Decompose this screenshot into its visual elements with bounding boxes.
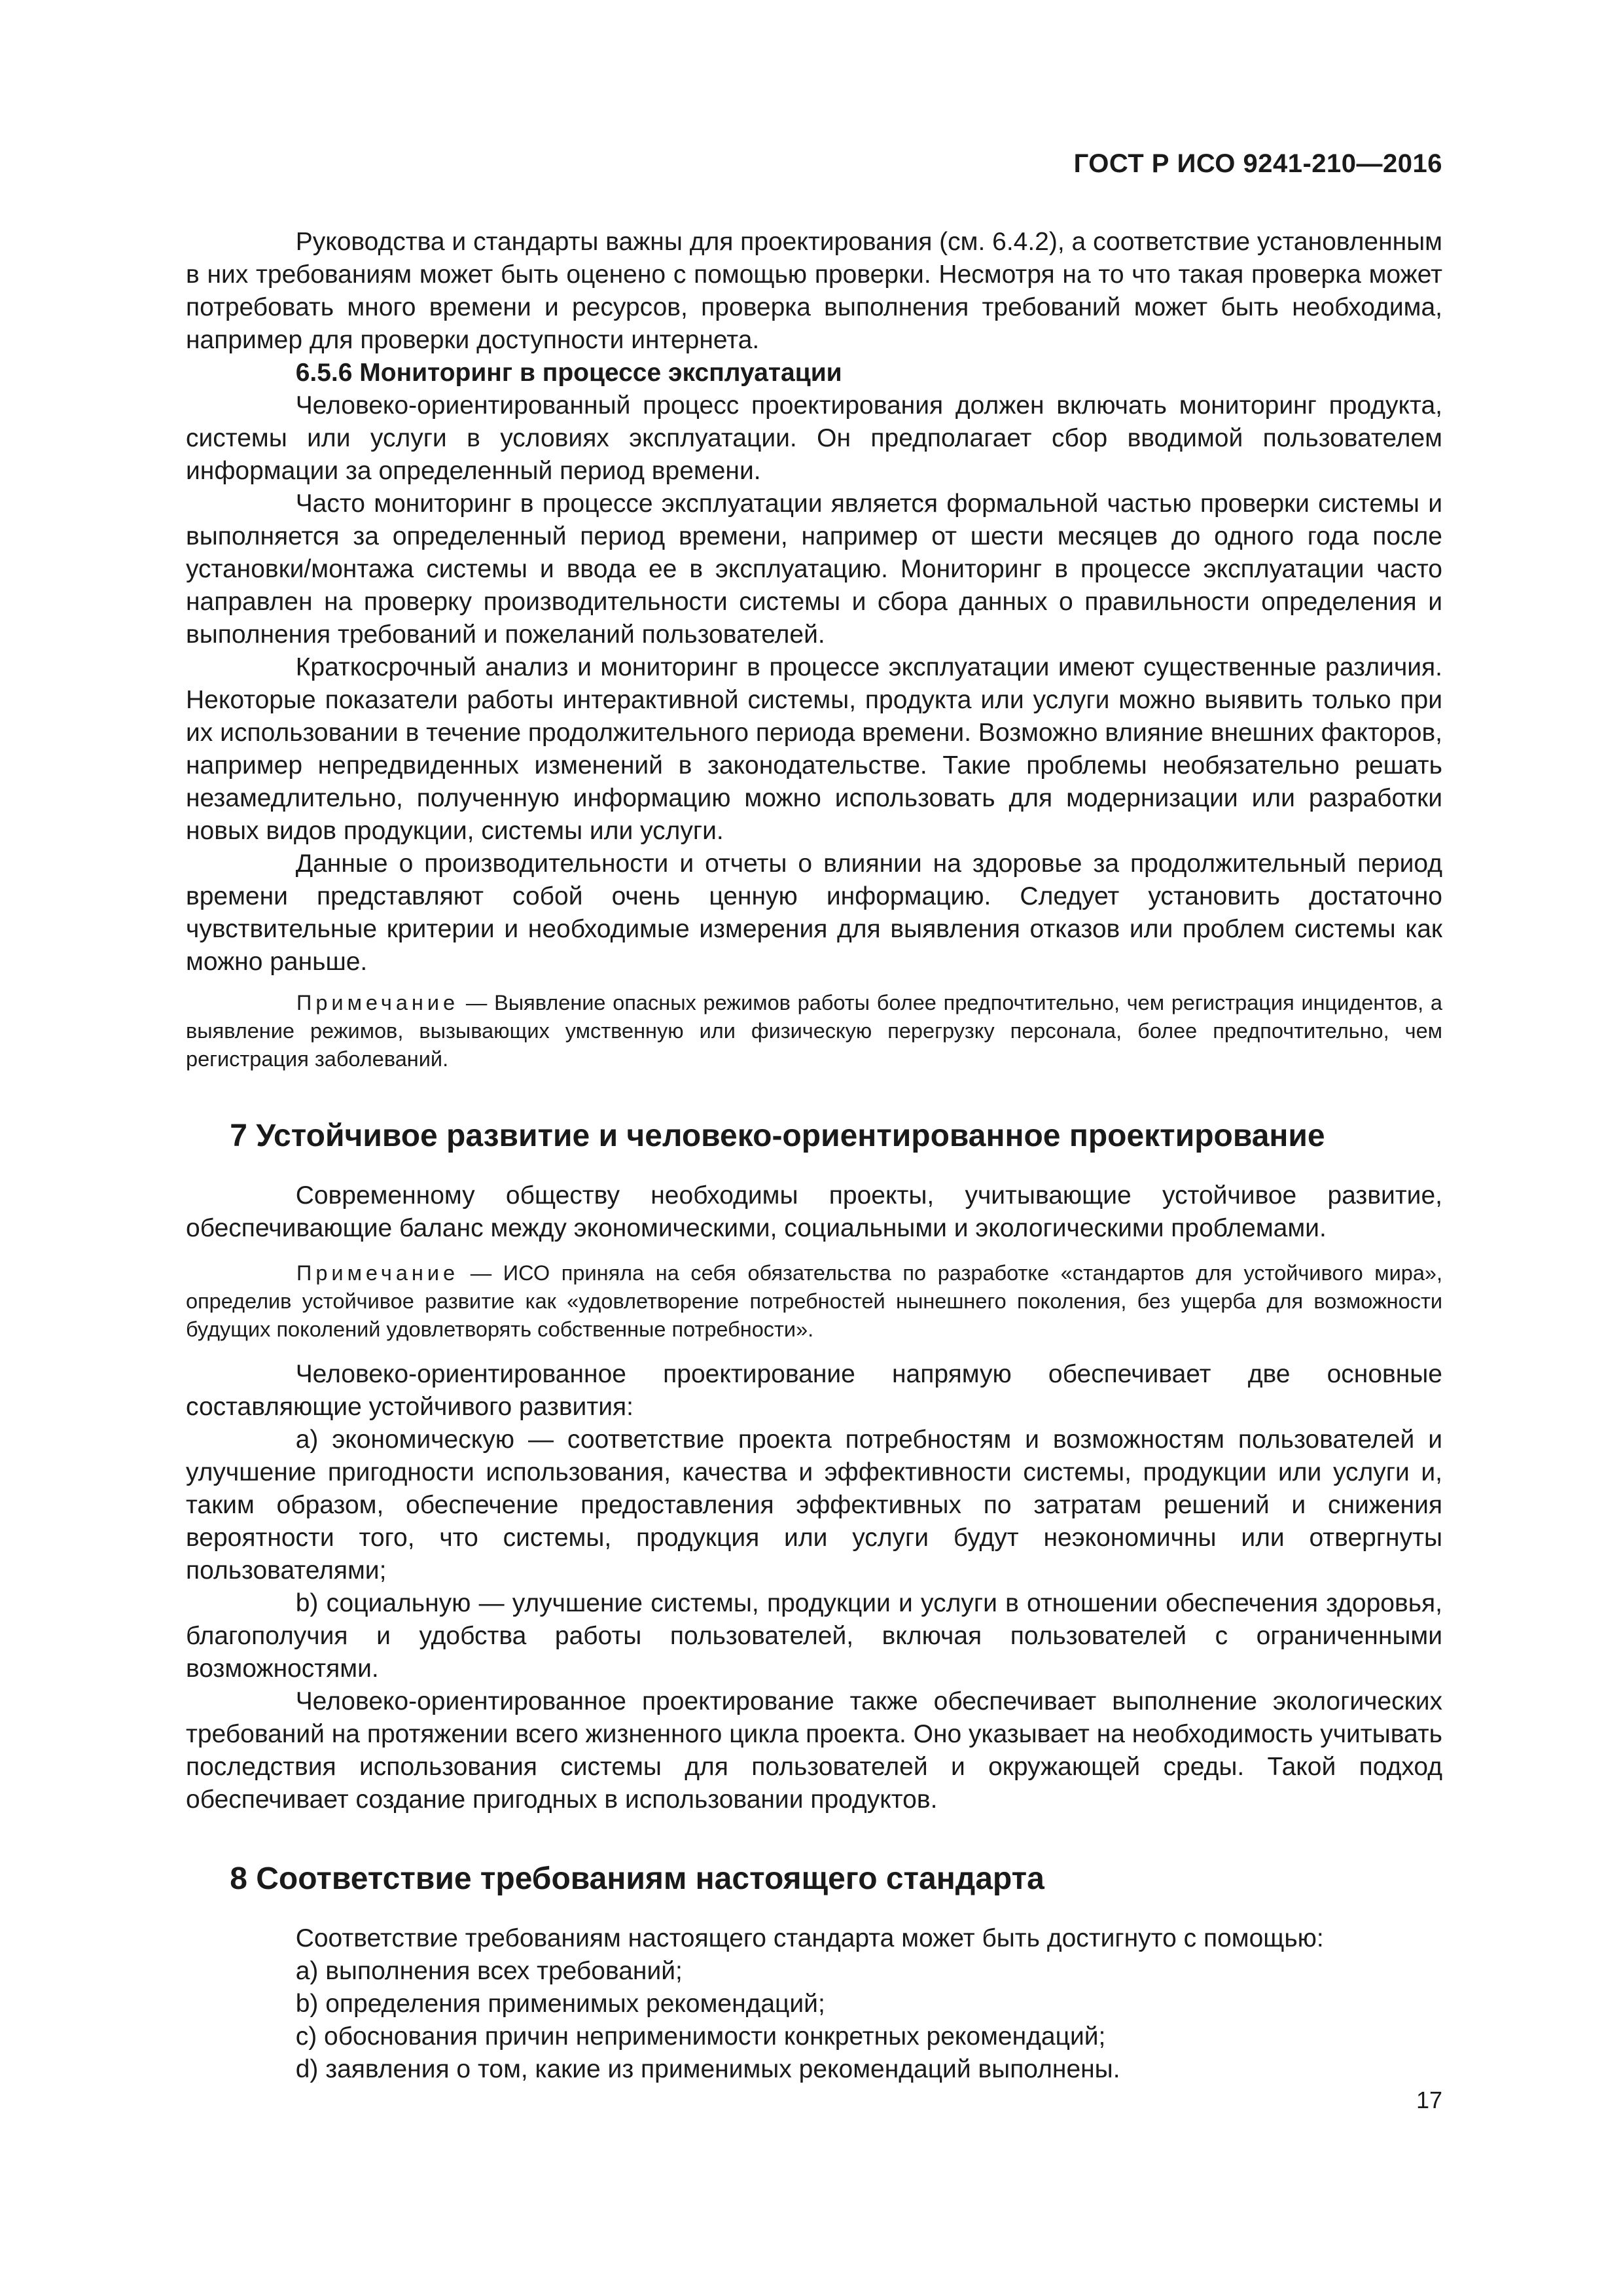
note (186, 1259, 1442, 1344)
section-heading-7: 7 Устойчивое развитие и человеко-ориентированное проектирование (230, 1119, 1325, 1153)
paragraph: Руководства и стандарты важны для проектирования (см. 6.4.2), а соответствие установленным в них требованиям может быть оценено с помощью проверки. Несмотря на то что такая проверка может потребовать много времени и ресурсов, проверка выполнения требований может быть необходима, например для проверки доступности интернета. (186, 228, 1442, 354)
note-label: Примечание (296, 991, 459, 1014)
subsection-heading-6-5-6: 6.5.6 Мониторинг в процессе эксплуатации (295, 359, 842, 387)
list-item: a) выполнения всех требований; (295, 1957, 683, 1985)
page-number: 17 (1416, 2087, 1442, 2113)
paragraph: Часто мониторинг в процессе эксплуатации является формальной частью проверки системы и выполняется за определенный период времени, например от шести месяцев до одного года после установки/монтажа системы и ввода ее в эксплуатацию. Мониторинг в процессе эксплуатации часто направлен на проверку производительности системы и сбора данных о правильности определения и выполнения требований и пожеланий пользователей. (186, 490, 1442, 649)
note (186, 989, 1442, 1073)
page-content (186, 226, 1442, 2086)
note-text: — ИСО приняла на себя обязательства по разработке «стандартов для устойчивого мира», определив устойчивое развитие как «удовлетворение потребностей нынешнего поколения, без ущерба для возможности будущих поколений удовлетворять собственные потребности». (186, 1261, 1442, 1341)
list-item: b) социальную — улучшение системы, продукции и услуги в отношении обеспечения здоровья, благополучия и удобства работы пользователей, включая пользователей с ограниченными возможностями. (186, 1589, 1442, 1683)
list-item: c) обоснования причин неприменимости конкретных рекомендаций; (295, 2022, 1106, 2051)
list-item: d) заявления о том, какие из применимых рекомендаций выполнены. (295, 2055, 1120, 2083)
paragraph: Данные о производительности и отчеты о влиянии на здоровье за продолжительный период времени представляют собой очень ценную информацию. Следует установить достаточно чувствительные критерии и необходимые измерения для выявления отказов или проблем системы как можно раньше. (186, 850, 1442, 976)
paragraph: Человеко-ориентированное проектирование напрямую обеспечивает две основные составляющие устойчивого развития: (186, 1360, 1442, 1421)
list-item: b) определения применимых рекомендаций; (295, 1990, 825, 2018)
note-label: Примечание (296, 1261, 459, 1285)
section-heading-8: 8 Соответствие требованиям настоящего стандарта (230, 1861, 1044, 1896)
paragraph: Человеко-ориентированный процесс проектирования должен включать мониторинг продукта, системы или услуги в условиях эксплуатации. Он предполагает сбор вводимой пользователем информации за определенный период времени. (186, 391, 1442, 485)
document-code-header: ГОСТ Р ИСО 9241-210—2016 (1073, 149, 1442, 178)
paragraph: Краткосрочный анализ и мониторинг в процессе эксплуатации имеют существенные различия. Некоторые показатели работы интерактивной системы, продукта или услуги можно выявить только при их использовании в течение продолжительного периода времени. Возможно влияние внешних факторов, например непредвиденных изменений в законодательстве. Такие проблемы необязательно решать незамедлительно, полученную информацию можно использовать для модернизации или разработки новых видов продукции, системы или услуги. (186, 653, 1442, 845)
list-item: a) экономическую — соответствие проекта потребностям и возможностям пользователей и улучшение пригодности использования, качества и эффективности системы, продукции или услуги и, таким образом, обеспечение предоставления эффективных по затратам решений и снижения вероятности того, что системы, продукция или услуги будут неэкономичны или отвергнуты пользователями; (186, 1426, 1442, 1585)
paragraph: Современному обществу необходимы проекты, учитывающие устойчивое развитие, обеспечивающие баланс между экономическими, социальными и экологическими проблемами. (186, 1181, 1442, 1242)
paragraph: Человеко-ориентированное проектирование также обеспечивает выполнение экологических требований на протяжении всего жизненного цикла проекта. Оно указывает на необходимость учитывать последствия использования системы для пользователей и окружающей среды. Такой подход обеспечивает создание пригодных в использовании продуктов. (186, 1687, 1442, 1814)
note-text: — Выявление опасных режимов работы более предпочтительно, чем регистрация инцидентов, а выявление режимов, вызывающих умственную или физическую перегрузку персонала, более предпочтительно, чем регистрация заболеваний. (186, 991, 1442, 1071)
paragraph: Соответствие требованиям настоящего стандарта может быть достигнуто с помощью: (295, 1924, 1324, 1952)
